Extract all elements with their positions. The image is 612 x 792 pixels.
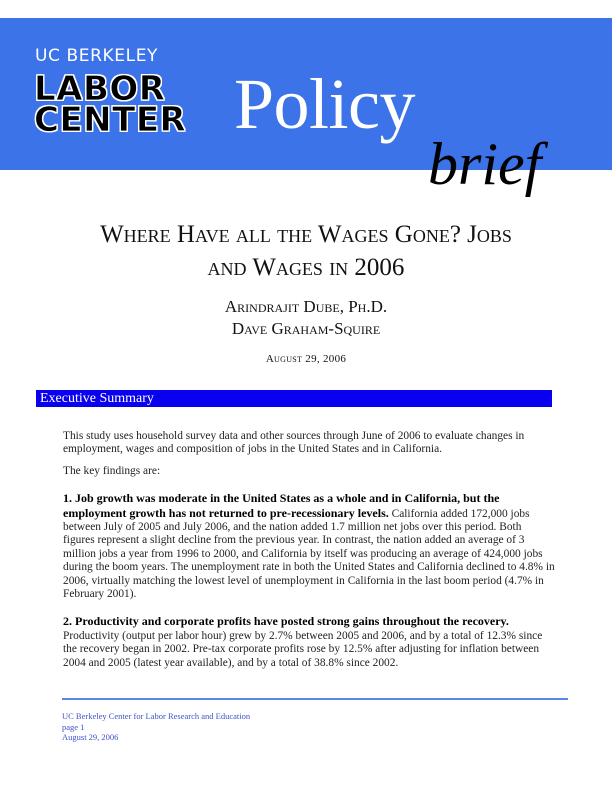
- document-title: [40, 218, 572, 284]
- footer-page: page 1: [62, 721, 85, 732]
- finding-1-heading: 1. Job growth was moderate in the United States as a whole and in California, but the employment growth has not returned to pre-recessionary levels.: [63, 491, 500, 520]
- labor-center-logo: [34, 46, 187, 140]
- logo-uc-berkeley: UC BERKELEY: [35, 46, 159, 66]
- footer-org: UC Berkeley Center for Labor Research and Education: [62, 711, 251, 721]
- finding-1-text: California added 172,000 jobs between July of 2005 and July 2006, and the nation added 1.7 million net jobs over this period. Both figures represent a slight decline from the previous year. In contrast, the nation added an average of 3 million jobs a year from 1996 to 2000, and California by itself was producing an average of 424,000 jobs during the boom years. The unemployment rate in both the United States and California declined to 4.8% in 2006, virtually matching the lowest level of unemployment in California in the last boom period (4.7% in February 2001).: [63, 507, 555, 601]
- logo-labor: LABOR: [34, 69, 166, 109]
- brief-wordmark: brief: [428, 131, 542, 197]
- policy-wordmark: Policy: [234, 64, 416, 144]
- finding-2-heading: 2. Productivity and corporate profits have posted strong gains throughout the recovery.: [63, 614, 509, 629]
- footer-divider: [62, 698, 568, 700]
- author-1: Arindrajit Dube, Ph.D.: [224, 297, 388, 316]
- footer-date: August 29, 2006: [62, 732, 119, 742]
- title-line-2: and Wages in 2006: [207, 254, 405, 281]
- finding-1: [63, 492, 555, 601]
- title-line-1: Where Have all the Wages Gone? Jobs: [100, 221, 512, 248]
- executive-summary-body: [63, 430, 555, 678]
- section-header-executive-summary: Executive Summary: [36, 390, 552, 407]
- footer: [62, 711, 250, 743]
- finding-2-text: Productivity (output per labor hour) grew by 2.7% between 2005 and 2006, and by a total of 12.3% since the recovery began in 2002. Pre-tax corporate profits rose by 12.5% after adjusting for inflation between 2004 and 2005 (latest year available), and by a total of 38.8% since 2002.: [63, 629, 543, 669]
- intro-paragraph: This study uses household survey data and other sources through June of 2006 to evaluate changes in employment, wages and composition of jobs in the United States and in California.: [63, 430, 525, 456]
- publication-date: August 29, 2006: [265, 353, 347, 365]
- author-2: Dave Graham-Squire: [231, 319, 381, 338]
- key-findings-intro: The key findings are:: [63, 464, 161, 477]
- authors: [40, 296, 572, 340]
- header-banner: [0, 18, 612, 197]
- logo-center: CENTER: [34, 100, 187, 140]
- finding-2: [63, 615, 555, 670]
